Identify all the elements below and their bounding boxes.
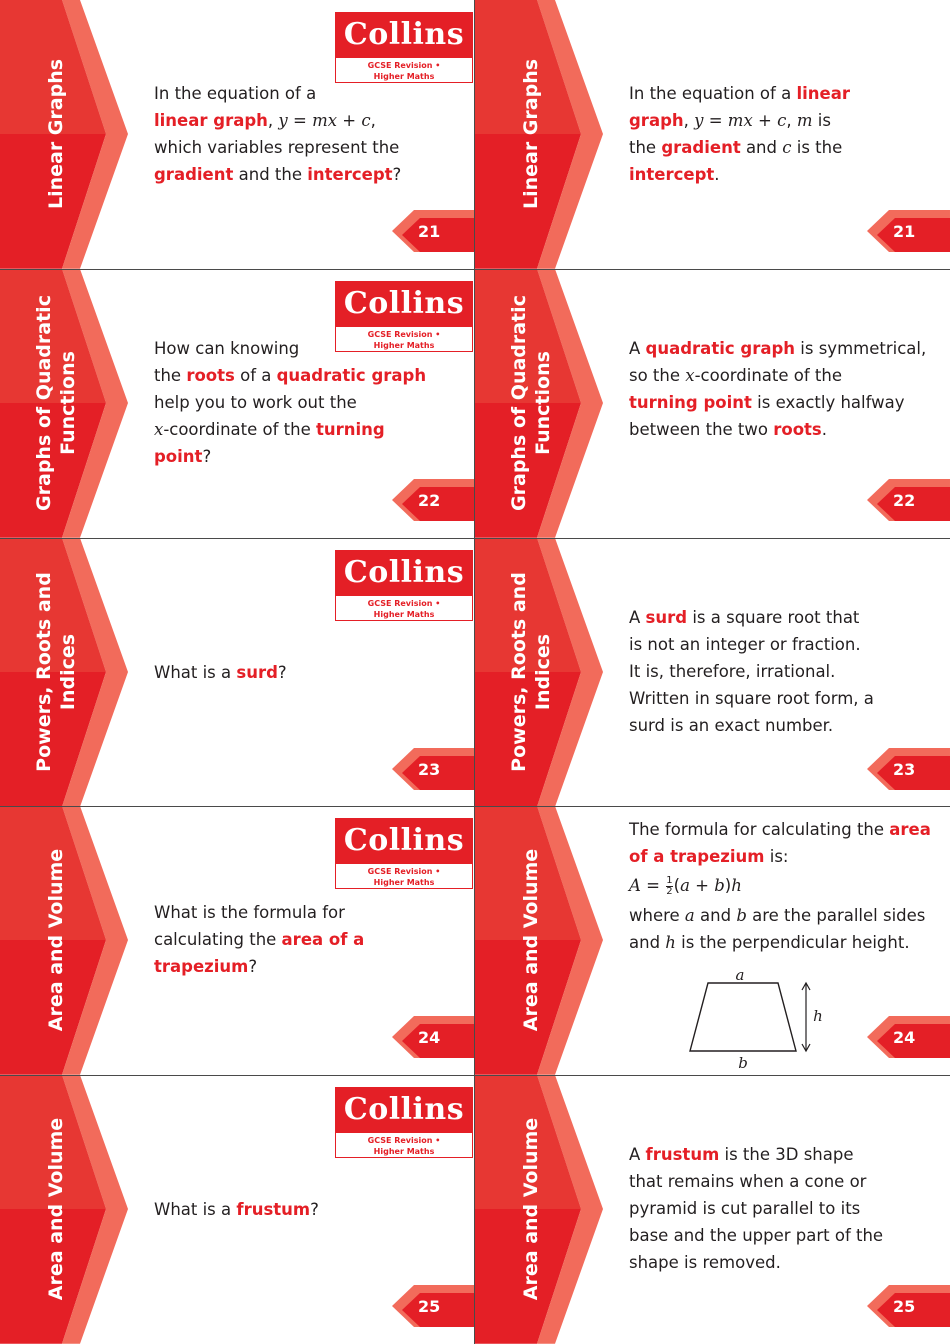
label-h: h: [813, 1007, 823, 1026]
question-card: [0, 806, 475, 1075]
answer-text: [629, 816, 939, 956]
question-text: [154, 335, 454, 470]
text-run: +: [689, 876, 715, 896]
text-run: A: [629, 1145, 646, 1165]
math-variable: x: [685, 365, 695, 385]
text-run: The formula for calculating the: [629, 820, 890, 840]
math-variable: x: [154, 419, 164, 439]
logo-wordmark: Collins: [336, 13, 472, 58]
key-term: surd: [645, 607, 688, 627]
text-run: How can knowing: [154, 338, 300, 358]
text-run: -coordinate of the: [694, 365, 843, 385]
math-variable: mx: [727, 111, 753, 130]
answer-text: [629, 335, 929, 443]
key-term: gradient: [661, 138, 741, 157]
answer-line: [629, 929, 939, 956]
logo-subtitle-line: GCSE Revision •: [367, 1136, 441, 1146]
math-variable: a: [684, 906, 695, 926]
card-number: 24: [418, 1028, 441, 1048]
math-variable: c: [777, 111, 787, 130]
text-run: that remains when a cone or: [629, 1172, 867, 1192]
text-run: ?: [248, 957, 258, 977]
card-number: 22: [418, 490, 441, 510]
question-card: [0, 269, 475, 538]
topic-title: Powers, Roots and Indices: [33, 571, 79, 772]
math-variable: h: [665, 933, 676, 953]
card-number: 22: [893, 490, 916, 510]
cut-line-horizontal: [0, 806, 950, 807]
answer-card: [475, 806, 950, 1075]
key-term: trapezium: [154, 957, 249, 977]
math-variable: c: [361, 111, 371, 130]
key-term: area: [889, 820, 931, 840]
text-run: =: [703, 111, 728, 130]
text-run: between the two: [629, 419, 774, 439]
card-number: 21: [893, 222, 916, 241]
topic-title: Area and Volume: [520, 849, 542, 1032]
math-variable: b: [736, 906, 747, 926]
text-run: ?: [310, 1200, 319, 1220]
text-run: base and the upper part of the: [629, 1226, 884, 1246]
topic-title: Graphs of Quadratic Functions: [33, 294, 79, 511]
trapezium-diagram: [680, 970, 830, 1070]
text-run: surd is an exact number.: [629, 715, 834, 735]
fraction-numerator: 1: [666, 875, 673, 887]
collins-logo: [335, 550, 473, 621]
text-run: ?: [202, 446, 212, 466]
fraction-denominator: 2: [666, 886, 673, 898]
topic-tab: [0, 0, 112, 269]
text-run: ?: [277, 662, 287, 682]
question-text: [154, 899, 454, 980]
label-b: b: [738, 1054, 748, 1071]
text-run: +: [752, 111, 778, 130]
collins-logo: [335, 12, 473, 83]
text-run: is:: [764, 847, 789, 867]
key-term: intercept: [307, 165, 393, 184]
logo-subtitle-line: Higher Maths: [373, 1147, 435, 1157]
text-run: of a: [234, 365, 277, 385]
text-run: Written in square root form, a: [629, 688, 874, 708]
card-number: 25: [418, 1297, 441, 1317]
math-variable: h: [731, 876, 742, 896]
cut-line-horizontal: [0, 1075, 950, 1076]
text-run: the: [629, 138, 662, 157]
key-term: roots: [186, 365, 235, 385]
topic-title: Powers, Roots and Indices: [508, 571, 554, 772]
text-run: so the: [629, 365, 686, 385]
topic-tab: [475, 1075, 587, 1344]
key-term: intercept: [629, 165, 715, 184]
answer-text: [629, 80, 929, 188]
topic-tab: [475, 269, 587, 538]
math-variable: mx: [312, 111, 338, 130]
text-run: ,: [683, 111, 695, 130]
text-run: is a square root that: [687, 607, 860, 627]
key-term: linear: [796, 84, 850, 103]
logo-subtitle-line: GCSE Revision •: [367, 329, 441, 339]
logo-subtitle-line: Higher Maths: [373, 340, 435, 350]
logo-subtitle-line: GCSE Revision •: [367, 867, 441, 877]
topic-title: Linear Graphs: [520, 58, 542, 210]
text-run: =: [287, 111, 313, 130]
answer-line: [629, 902, 939, 929]
topic-tab: [0, 269, 112, 538]
question-text: [154, 659, 454, 686]
cut-line-vertical: [474, 0, 475, 1344]
math-variable: y: [694, 111, 704, 130]
card-number: 23: [418, 759, 441, 779]
text-run: pyramid is cut parallel to its: [629, 1199, 861, 1219]
key-term: area of a: [281, 930, 365, 950]
text-run: and: [694, 906, 737, 926]
text-run: calculating the: [154, 930, 282, 950]
question-card: [0, 0, 475, 269]
key-term: of a trapezium: [629, 847, 765, 867]
math-variable: b: [714, 876, 725, 896]
text-run: shape is removed.: [629, 1253, 781, 1273]
card-number: 21: [418, 222, 441, 241]
text-run: and the: [233, 165, 308, 184]
answer-line: [629, 816, 939, 843]
answer-text: [629, 604, 929, 739]
math-variable: A: [629, 876, 641, 896]
text-run: is: [812, 111, 831, 130]
logo-wordmark: Collins: [336, 819, 472, 864]
text-run: ,: [267, 111, 279, 130]
text-run: is the perpendicular height.: [675, 933, 910, 953]
collins-logo: [335, 1087, 473, 1158]
key-term: graph: [629, 111, 684, 130]
text-run: A: [629, 607, 646, 627]
text-run: ,: [370, 111, 376, 130]
logo-wordmark: Collins: [336, 551, 472, 596]
key-term: point: [154, 446, 203, 466]
text-run: What is a: [154, 662, 237, 682]
math-variable: y: [278, 111, 288, 130]
key-term: frustum: [645, 1145, 720, 1165]
key-term: surd: [236, 662, 278, 682]
text-run: ): [724, 876, 732, 896]
text-run: What is a: [154, 1200, 237, 1220]
topic-tab: [0, 1075, 112, 1344]
text-run: What is the formula for: [154, 903, 345, 923]
text-run: ,: [786, 111, 797, 130]
card-number: 23: [893, 759, 916, 779]
cut-line-horizontal: [0, 269, 950, 270]
math-variable: c: [782, 138, 792, 157]
logo-subtitle-line: GCSE Revision •: [367, 61, 441, 70]
key-term: gradient: [154, 165, 234, 184]
text-run: is the: [791, 138, 843, 157]
answer-text: [629, 1141, 929, 1276]
key-term: roots: [773, 419, 822, 439]
key-term: quadratic graph: [645, 338, 796, 358]
text-run: is not an integer or fraction.: [629, 634, 861, 654]
card-number: 25: [893, 1297, 916, 1317]
topic-tab: [475, 538, 587, 807]
text-run: .: [714, 165, 720, 184]
logo-subtitle-line: Higher Maths: [373, 609, 435, 619]
text-run: and: [740, 138, 783, 157]
logo-subtitle: [336, 1133, 472, 1157]
topic-title: Area and Volume: [45, 1117, 67, 1301]
text-run: which variables represent the: [154, 138, 400, 157]
formula-line: [629, 870, 939, 902]
text-run: It is, therefore, irrational.: [629, 661, 836, 681]
text-run: In the equation of a: [629, 84, 797, 103]
topic-title: Linear Graphs: [45, 58, 67, 210]
text-run: the: [154, 365, 187, 385]
text-run: =: [640, 876, 666, 896]
text-run: help you to work out the: [154, 392, 357, 412]
math-variable: m: [796, 111, 813, 130]
question-text: [154, 1196, 454, 1223]
text-run: are the parallel sides: [746, 906, 926, 926]
topic-title: Area and Volume: [520, 1117, 542, 1301]
collins-logo: [335, 818, 473, 889]
topic-tab: [475, 0, 587, 269]
answer-line: [629, 843, 939, 870]
text-run: +: [337, 111, 362, 130]
answer-card: [475, 0, 950, 269]
key-term: linear graph: [154, 111, 268, 130]
question-card: [0, 538, 475, 807]
answer-card: [475, 538, 950, 807]
label-a: a: [735, 970, 745, 985]
fraction-half: [666, 876, 672, 897]
text-run: A: [629, 338, 646, 358]
logo-subtitle-line: GCSE Revision •: [367, 598, 441, 608]
text-run: -coordinate of the: [163, 419, 316, 439]
topic-title: Area and Volume: [45, 849, 67, 1032]
text-run: (: [673, 876, 681, 896]
logo-wordmark: Collins: [336, 1088, 472, 1133]
key-term: quadratic graph: [276, 365, 427, 385]
logo-subtitle: [336, 596, 472, 620]
text-run: is the 3D shape: [719, 1145, 854, 1165]
question-text: [154, 80, 454, 188]
text-run: and: [629, 933, 666, 953]
text-run: is symmetrical,: [795, 338, 927, 358]
text-run: where: [629, 906, 685, 926]
logo-subtitle-line: Higher Maths: [373, 72, 435, 81]
question-card: [0, 1075, 475, 1344]
key-term: turning: [316, 419, 385, 439]
logo-subtitle: [336, 58, 472, 82]
text-run: ?: [392, 165, 402, 184]
topic-tab: [475, 806, 587, 1075]
text-run: .: [821, 419, 828, 439]
key-term: turning point: [629, 392, 752, 412]
text-run: is exactly halfway: [751, 392, 905, 412]
logo-subtitle: [336, 864, 472, 888]
logo-subtitle-line: Higher Maths: [373, 878, 435, 888]
answer-card: [475, 269, 950, 538]
key-term: frustum: [236, 1200, 311, 1220]
topic-tab: [0, 806, 112, 1075]
cut-line-horizontal: [0, 538, 950, 539]
text-run: In the equation of a: [154, 84, 317, 103]
topic-tab: [0, 538, 112, 807]
topic-title: Graphs of Quadratic Functions: [508, 294, 554, 511]
card-number: 24: [893, 1028, 916, 1048]
math-variable: a: [680, 876, 690, 896]
answer-card: [475, 1075, 950, 1344]
logo-wordmark: Collins: [336, 282, 472, 327]
